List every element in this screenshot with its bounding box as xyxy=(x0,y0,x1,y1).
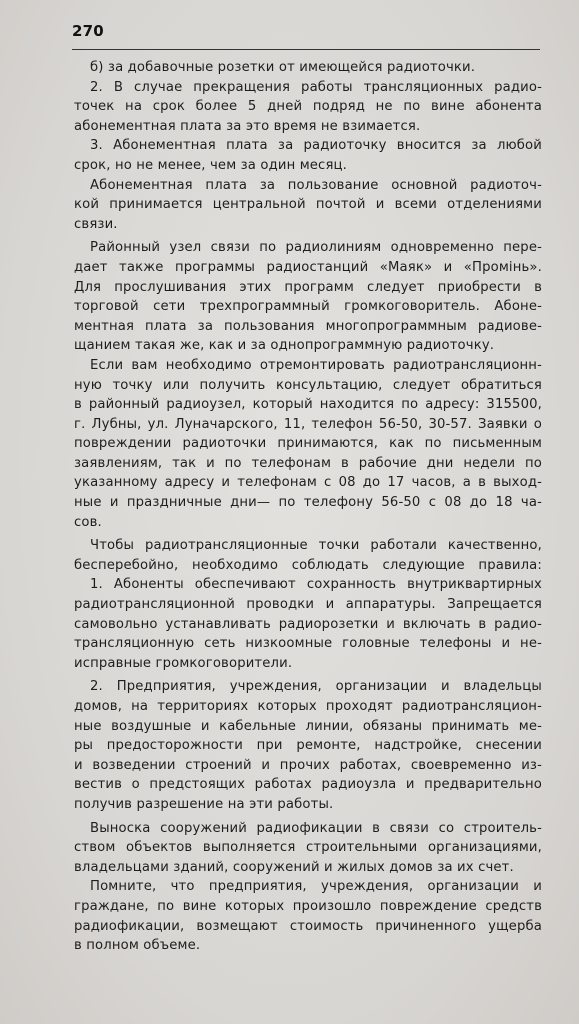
text-line: указанному адресу и телефонам с 08 до 17 часов, а в выход- xyxy=(74,475,542,491)
text-line: трансляционную сеть низкоомные головные телефоны и не- xyxy=(74,636,542,652)
text-line: дает также программы радиостанций «Маяк» и «Промінь». xyxy=(74,259,542,275)
text-line: Помните, что предприятия, учреждения, организации и xyxy=(90,879,542,895)
text-line: самовольно устанавливать радиорозетки и включать в радио- xyxy=(74,616,542,632)
header-rule xyxy=(72,49,540,50)
text-line: срок, но не менее, чем за один месяц. xyxy=(74,157,348,173)
text-line: и возведении строений и прочих работах, своевременно из- xyxy=(74,757,542,773)
text-line: вестив о предстоящих работах радиоузла и предварительно xyxy=(74,777,542,793)
text-line: Чтобы радиотрансляционные точки работали качественно, xyxy=(90,538,542,554)
text-line: б) за добавочные розетки от имеющейся радиоточки. xyxy=(90,60,476,75)
text-line: повреждении радиоточки принимаются, как по письменным xyxy=(74,436,542,452)
text-line: кой принимается центральной почтой и всеми отделениями xyxy=(74,197,542,213)
text-line: Выноска сооружений радиофикации в связи со строитель- xyxy=(90,820,542,836)
text-line: 3. Абонементная плата за радиоточку вносится за любой xyxy=(90,138,542,154)
text-line: в полном объеме. xyxy=(74,938,201,954)
text-line: бесперебойно, необходимо соблюдать следующие правила: xyxy=(74,557,542,573)
page-number: 270 xyxy=(72,22,104,40)
text-line: ментная плата за пользования многопрограммным радиове- xyxy=(74,318,542,334)
text-line: ные воздушные и кабельные линии, обязаны принимать ме- xyxy=(74,718,542,734)
text-line: точек на срок более 5 дней подряд не по вине абонента xyxy=(74,99,542,115)
text-line: абонементная плата за это время не взимается. xyxy=(74,118,421,134)
text-line: Если вам необходимо отремонтировать радиотрансляционн- xyxy=(90,357,542,373)
text-line: исправные громкоговорители. xyxy=(74,655,293,671)
text-line: радиофикации, возмещают стоимость причиненного ущерба xyxy=(74,918,542,934)
text-line: радиотрансляционной проводки и аппаратуры. Запрещается xyxy=(74,597,542,613)
text-line: заявлениям, так и по телефонам в рабочие дни недели по xyxy=(74,455,542,471)
text-line: в районный радиоузел, который находится по адресу: 315500, xyxy=(74,397,542,413)
text-line: 2. Предприятия, учреждения, организации и владельцы xyxy=(90,679,542,695)
text-line: г. Лубны, ул. Луначарского, 11, телефон 56-50, 30-57. Заявки о xyxy=(74,416,542,432)
text-line: Для прослушивания этих программ следует приобрести в xyxy=(74,279,542,295)
text-line: ством объектов выполняется строительными организациями, xyxy=(74,840,542,856)
text-line: сов. xyxy=(74,514,102,530)
text-line: домов, на территориях которых проходят радиотрансляцион- xyxy=(74,699,542,714)
text-line: получив разрешение на эти работы. xyxy=(74,796,334,812)
text-line: Районный узел связи по радиолиниям одновременно пере- xyxy=(90,240,542,256)
text-line: ную точку или получить консультацию, следует обратиться xyxy=(74,377,542,393)
text-line: щанием такая же, как и за однопрограммную радиоточку. xyxy=(74,338,495,354)
text-line: 1. Абоненты обеспечивают сохранность внутриквартирных xyxy=(90,577,542,593)
text-line: ры предосторожности при ремонте, надстройке, снесении xyxy=(74,738,542,754)
body-text xyxy=(74,58,542,956)
text-line: связи. xyxy=(74,216,118,232)
text-line: владельцами зданий, сооружений и жилых домов за их счет. xyxy=(74,859,514,875)
text-line: граждане, по вине которых произошло повреждение средств xyxy=(74,898,542,914)
text-line: торговой сети трехпрограммный громкоговоритель. Абоне- xyxy=(74,299,542,315)
text-line: Абонементная плата за пользование основной радиоточ- xyxy=(90,177,542,193)
text-line: ные и праздничные дни— по телефону 56-50 с 08 до 18 ча- xyxy=(74,495,542,511)
text-line: 2. В случае прекращения работы трансляционных радио- xyxy=(90,79,542,95)
